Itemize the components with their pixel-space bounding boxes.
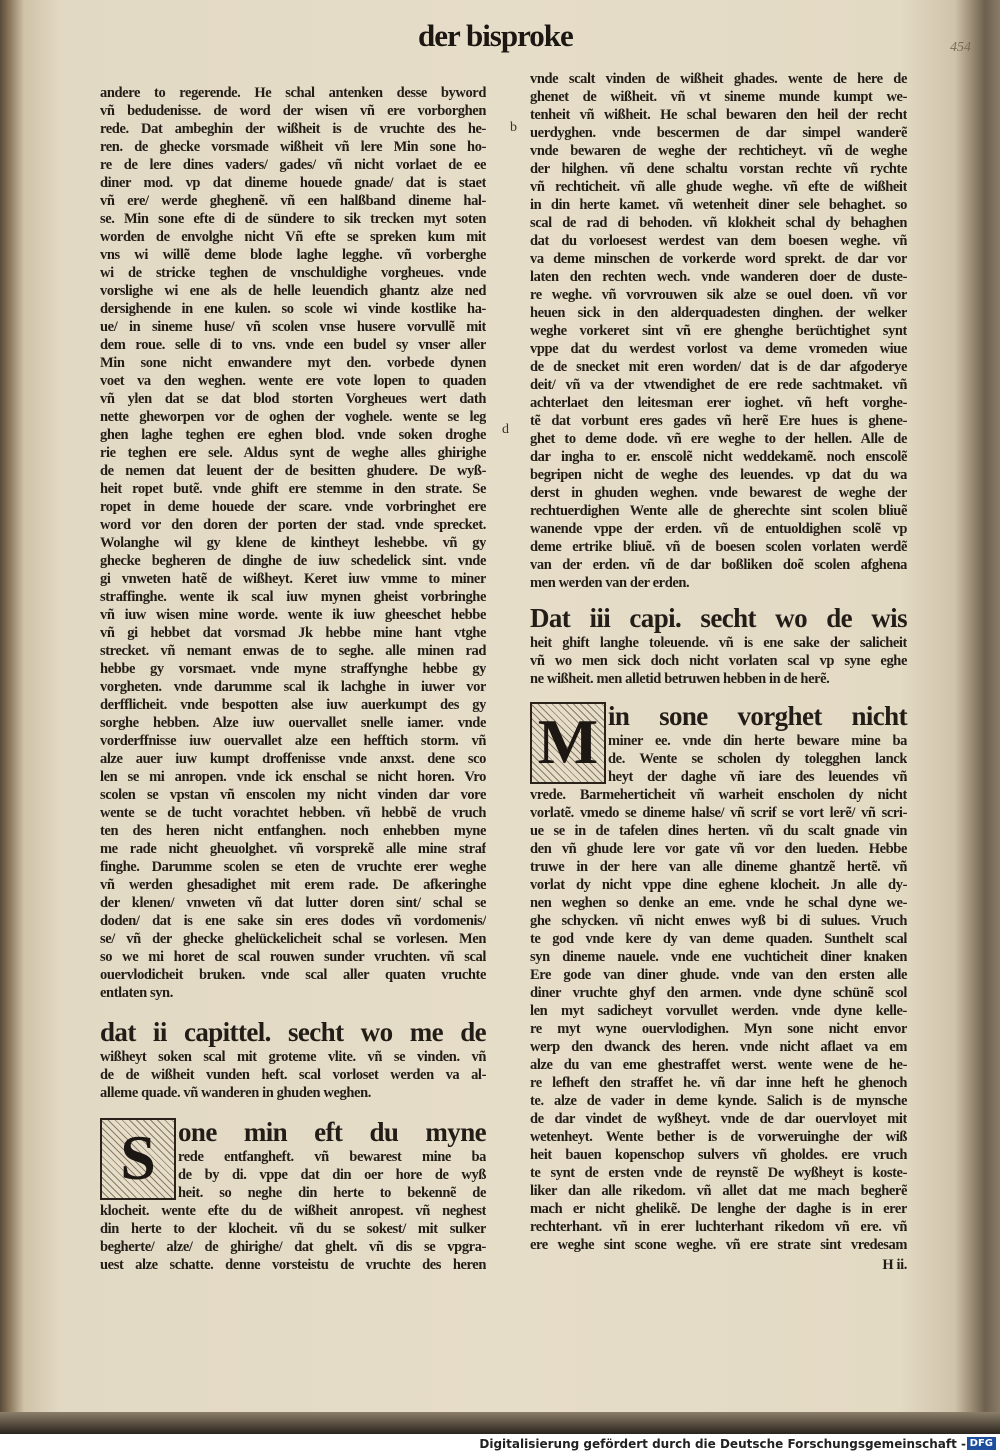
- text-line: vñ rechticheit. vñ alle ghude weghe. vñ efte de wißheit: [530, 179, 907, 195]
- text-line: ten des heren nicht entfanghen. noch enhebben myne: [100, 823, 486, 839]
- text-line: ne wißheit. men alletid betruwen hebben in de herẽ.: [530, 671, 830, 687]
- text-line: vñ gi hebbet dat vorsmad Jk hebbe mine hant vtghe: [100, 625, 486, 641]
- signature-mark: H ii.: [882, 1257, 907, 1273]
- chapter-3-opening: [530, 700, 907, 1254]
- text-line: ghecke begheren de dinghe de iuw schedelick sint. vnde: [100, 553, 486, 569]
- text-line: sorghe hebben. Alze iuw ouervallet snelle iamer. vnde: [100, 715, 486, 731]
- text-line: vrede. Barmeherticheit vñ warheit enscholen dy nicht: [530, 787, 907, 803]
- text-line: vñ iuw wisen mine worde. wente ik iuw gheeschet hebbe: [100, 607, 486, 623]
- footer-bar: [0, 1434, 1000, 1456]
- text-line: len se mi anropen. vnde ick enschal se nicht horen. Vro: [100, 769, 486, 785]
- folio-number: 454: [950, 40, 971, 55]
- text-line: re myt wyne ouervlodighen. Myn sone nicht envor: [530, 1021, 907, 1037]
- text-line: van der erden. vñ de dar boßliken doẽ scolen afghena: [530, 557, 907, 573]
- text-line: wente se de tucht vorachtet hebben. vñ hebbẽ de vruch: [100, 805, 486, 821]
- text-line: dar ingha to er. enscolẽ nicht weddekamẽ. noch enscolẽ: [530, 449, 907, 465]
- text-line: klocheit. wente efte du de wißheit anropest. vñ neghest: [100, 1203, 486, 1219]
- text-line: alze du van eme ghestraffet werst. wente wene de he-: [530, 1057, 907, 1073]
- text-line: strecket. vñ nemant enwas de to seghe. alle minen rad: [100, 643, 486, 659]
- chapter-2-summary: [100, 1048, 486, 1102]
- text-line: ue/ in sineme huse/ vñ scolen vnse husere vorvullẽ mit: [100, 319, 486, 335]
- text-line: te synt de ersten vnde de reynstẽ De wyßheyt is koste-: [530, 1165, 907, 1181]
- text-line: dersighende in ene kulen. so scole wi vinde kostlike ha-: [100, 301, 486, 317]
- text-line: len myt sadicheyt vorvullet werden. vnde dyne kelle-: [530, 1003, 907, 1019]
- text-line: vorlat dy nicht vppe dine eghene klocheit. Jn alle dy-: [530, 877, 907, 893]
- text-line: gi vnweten hatẽ de wißheyt. Keret iuw vmme to miner: [100, 571, 486, 587]
- text-line: alze auer iuw kumpt droffenisse vnde anxst. dene sco: [100, 751, 486, 767]
- text-line: de dar vindet de wyßheyt. vnde de dar ouervloyet mit: [530, 1111, 907, 1127]
- text-line: vñ ere/ werde gheghenẽ. vñ een halßband dineme hal-: [100, 193, 486, 209]
- running-head: der bisproke: [418, 18, 573, 53]
- decorated-initial: M: [530, 702, 606, 784]
- text-line: de. Wente se scholen dy tolegghen lanck: [608, 751, 907, 767]
- text-line: me rade nicht gheuolghet. vñ vorsprekẽ alle mine straf: [100, 841, 486, 857]
- left-column: [100, 84, 486, 1274]
- text-line: hebbe gy vorsmaet. vnde myne straffynghe hebbe gy: [100, 661, 486, 677]
- text-line: begherte/ alze/ de ghirighe/ dat ghelt. vñ dis se vpgra-: [100, 1239, 486, 1255]
- text-line: werp den dwanck des heren. vnde nicht aflaet va em: [530, 1039, 907, 1055]
- text-line: rede. Dat ambeghin der wißheit is de vruchte des he-: [100, 121, 486, 137]
- text-line: der klenen/ vnweten vñ dat lutter doren sint/ schal se: [100, 895, 486, 911]
- chapter-3-heading: Dat iii capi. secht wo de wis: [530, 603, 907, 633]
- text-line: rechterhant. vñ in erer luchterhant rikedom vñ ere. vñ: [530, 1219, 907, 1235]
- text-line: mach er nicht ghelikẽ. De lenghe der daghe is in erer: [530, 1201, 907, 1217]
- decorated-initial: S: [100, 1118, 176, 1200]
- chapter-3-text: [530, 786, 907, 1254]
- text-line: nen weghen so denke an eme. vnde he schal dyne we-: [530, 895, 907, 911]
- text-line: tẽ dat vorbunt eres gades vñ herẽ Ere hues is ghene-: [530, 413, 907, 429]
- text-line: re weghe. vñ vorvrouwen sik alze se ouel doen. vñ vor: [530, 287, 907, 303]
- chapter-3-text-indented: [608, 732, 907, 786]
- chapter-2-opening: [100, 1116, 486, 1274]
- text-line: va deme minschen de vorkerde word sprekt. de dar vor: [530, 251, 907, 267]
- text-line: ue se in de tafelen dines herten. vñ du scalt gnade vin: [530, 823, 907, 839]
- text-line: so we mi horet de scal rouwen sunder vruchten. vñ scal: [100, 949, 486, 965]
- text-line: scal de rad di behoden. vñ klokheit schal dy behaghen: [530, 215, 907, 231]
- text-line: de by di. vppe dat din oer hore de wyß: [178, 1167, 486, 1183]
- text-line: begripen nicht de weghe des leuendes. vp dat du wa: [530, 467, 907, 483]
- text-line: ropet in deme houede der scare. vnde vorbringhet ere: [100, 499, 486, 515]
- chapter-3-incipit: in sone vorghet nicht: [608, 701, 907, 731]
- text-line: straffinghe. wente ik scal iuw mynen gheist vorbringhe: [100, 589, 486, 605]
- text-line: diner vruchte ghyf den armen. vnde dyne schünẽ scol: [530, 985, 907, 1001]
- text-line: ghen laghe teghen ere eghen blod. vnde soken droghe: [100, 427, 486, 443]
- text-line: vñ ylen dat se dat blod storten Vorgheues wert dath: [100, 391, 486, 407]
- text-line: derfflicheit. vnde bespotten alse iuw auerkumpt des gy: [100, 697, 486, 713]
- text-line: deme ertrike bliuẽ. vñ de boesen scolen vorlaten werdẽ: [530, 539, 907, 555]
- text-line: weghe vorkeret sint vñ ere ghenghe berüchtighet synt: [530, 323, 907, 339]
- text-line: din herte to der klocheit. vñ du se sokest/ mit sulker: [100, 1221, 486, 1237]
- text-line: te god vnde kere dy van deme quaden. Sunthelt scal: [530, 931, 907, 947]
- text-line: heit ghift langhe toleuende. vñ is ene sake der salicheit: [530, 635, 907, 651]
- text-line: den vñ ghude lere vor gate vñ vor den lueden. Hebbe: [530, 841, 907, 857]
- text-line: vorgheten. vnde darumme scal ik lachghe in iuwer vor: [100, 679, 486, 695]
- text-line: se. Min sone efte di de sündere to sik trecken myt soten: [100, 211, 486, 227]
- right-column: [530, 70, 907, 1274]
- text-line: liker dan alle rikedom. vñ allet dat me mach begherẽ: [530, 1183, 907, 1199]
- text-line: rie teghen ere sele. Aldus synt de weghe alles ghirighe: [100, 445, 486, 461]
- right-text: [530, 70, 907, 592]
- text-line: finghe. Darumme scolen se eten de vruchte erer weghe: [100, 859, 486, 875]
- text-line: re de lere dines vaders/ gades/ vñ nicht vorlaet de ee: [100, 157, 486, 173]
- text-line: doden/ dat is ene sake sin eres dodes vñ vordomenis/: [100, 913, 486, 929]
- text-line: ghe schycken. vñ nicht enwes wyß bi di sulues. Vruch: [530, 913, 907, 929]
- text-line: ouervlodicheit bruken. vnde scal aller quaten vruchte: [100, 967, 486, 983]
- text-line: tenheit vñ wißheit. He schal bewaren den heil der recht: [530, 107, 907, 123]
- text-line: heuen sick in den alderquadesten dinghen. der welker: [530, 305, 907, 321]
- text-line: wetenheyt. Wente bether is de vorweruinghe der wiß: [530, 1129, 907, 1145]
- text-line: rechtuerdighen Wente alle de gherechte sint scolen bliuẽ: [530, 503, 907, 519]
- text-line: uerdyghen. vnde bescermen de dar simpel wanderẽ: [530, 125, 907, 141]
- text-line: Wolanghe wil gy klene de kintheyt leshebbe. vñ gy: [100, 535, 486, 551]
- text-line: vppe dat du werdest vorlost va deme vromeden wiue: [530, 341, 907, 357]
- chapter-2-incipit: one min eft du myne: [178, 1117, 486, 1147]
- text-line: nette gheworpen vor de oghen der voghele. wente se leg: [100, 409, 486, 425]
- text-line: ere weghe sint scone weghe. vñ ere strate sint vredesam: [530, 1237, 907, 1253]
- text-line: miner ee. vnde din herte beware mine ba: [608, 733, 907, 749]
- text-line: men werden van der erden.: [530, 575, 690, 591]
- text-line: vñ bedudenisse. de word der wisen vñ ere vorborghen: [100, 103, 486, 119]
- text-line: heit. so neghe din herte to bekennẽ de: [178, 1185, 486, 1201]
- text-line: derst in ghuden weghen. vnde bewarest de weghe der: [530, 485, 907, 501]
- text-line: se/ vñ der ghecke ghelückelicheit schal se vorlesen. Men: [100, 931, 486, 947]
- text-line: der hilghen. vñ dene schaltu vorstan rechte vñ rychte: [530, 161, 907, 177]
- text-line: truwe in der here van alle dineme ghantzẽ hertẽ. vñ: [530, 859, 907, 875]
- text-line: ghet to deme dode. vñ ere weghe to der hellen. Alle de: [530, 431, 907, 447]
- text-line: deit/ vñ va der vtwendighet de ere rede sachtmaket. vñ: [530, 377, 907, 393]
- text-line: scolen se vpstan vñ enscolen my nicht vinden dar vore: [100, 787, 486, 803]
- text-line: de de snecket mit eren worden/ dat is de dar afgoderye: [530, 359, 907, 375]
- text-line: heit bauen kopenschop sulvers vñ gholdes. ere vruch: [530, 1147, 907, 1163]
- text-line: voet va den weghen. wente ere vote lopen to quaden: [100, 373, 486, 389]
- footer-credit: Digitalisierung gefördert durch die Deutsche Forschungsgemeinschaft -: [479, 1437, 966, 1451]
- text-line: worden de envolghe nicht Vñ efte se spreken kum mit: [100, 229, 486, 245]
- text-line: alleme quade. vñ wanderen in ghuden weghen.: [100, 1085, 371, 1101]
- text-line: rede entfangheft. vñ bewarest mine ba: [178, 1149, 486, 1165]
- text-line: andere to regerende. He schal antenken desse byword: [100, 85, 486, 101]
- text-line: uest alze schatte. denne vorsteistu de vruchte des heren: [100, 1257, 486, 1273]
- chapter-3-summary: [530, 634, 907, 688]
- page-edge-shadow: [0, 1412, 1000, 1434]
- margin-letter: b: [510, 120, 517, 135]
- text-line: word vor den doren der porten der stad. vnde sprecket.: [100, 517, 486, 533]
- text-line: in din herte kamet. vñ wetenheit diner sele behaghet. so: [530, 197, 907, 213]
- text-line: vns wi willẽ deme blode laghe legghe. vñ vorberghe: [100, 247, 486, 263]
- text-line: heit ropet butẽ. vnde ghift ere stemme in den strate. Se: [100, 481, 486, 497]
- chapter-2-heading: dat ii capittel. secht wo me de: [100, 1017, 486, 1047]
- text-line: de nemen dat leuent der de besitten ghudere. De wyß-: [100, 463, 486, 479]
- text-line: ghenet de wißheit. vñ vt sineme munde kumpt we-: [530, 89, 907, 105]
- text-line: te. alze de vader in deme kynde. Salich is de mynsche: [530, 1093, 907, 1109]
- text-line: vorslighe wi ene als de helle leuendich ghantz alze ned: [100, 283, 486, 299]
- text-line: vnde scalt vinden de wißheit ghades. wente de here de: [530, 71, 907, 87]
- text-line: diner mod. vp dat dineme houede gnade/ dat is staet: [100, 175, 486, 191]
- left-text: [100, 84, 486, 1002]
- text-line: re lefheft den straffet he. vñ dar inne heft he ghenoch: [530, 1075, 907, 1091]
- text-line: vñ wo men sick doch nicht vorlaten scal vp syne eghe: [530, 653, 907, 669]
- text-line: vorderffnisse iuw ouervallet alze een hefftich storm. vñ: [100, 733, 486, 749]
- text-line: wi de stricke teghen de vnschuldighe vorgheues. vnde: [100, 265, 486, 281]
- text-line: wißheyt soken scal mit groteme vlite. vñ se vinden. vñ: [100, 1049, 486, 1065]
- text-line: ren. de ghecke vorsmade wißheit vñ lere Min sone ho-: [100, 139, 486, 155]
- text-line: syn dineme nauele. vnde ene vuchticheit diner knaken: [530, 949, 907, 965]
- text-line: entlaten syn.: [100, 985, 173, 1001]
- text-line: Ere gode van diner ghude. vnde van den ersten alle: [530, 967, 907, 983]
- text-line: vnde bewaren de weghe der rechticheyt. vñ de weghe: [530, 143, 907, 159]
- margin-letter: d: [502, 422, 509, 437]
- text-line: de de wißheit vunden heft. scal vorloset werden va al-: [100, 1067, 486, 1083]
- text-line: wanende vppe der erden. vñ de entuoldighen scolẽ vp: [530, 521, 907, 537]
- text-line: heyt der daghe vñ iare des leuendes vñ: [608, 769, 907, 785]
- text-line: laten den rechten wech. vnde wanderen doer de duste-: [530, 269, 907, 285]
- text-line: dat du vorloesest werdest van dem boesen weghe. vñ: [530, 233, 907, 249]
- text-line: Min sone nicht enwandere myt den. vorbede dynen: [100, 355, 486, 371]
- text-line: vorlatẽ. vmedo se dineme halse/ vñ scrif se vort lerẽ/ vñ scri-: [530, 805, 907, 821]
- text-line: vñ werden ghesadighet mit erem rade. De afkeringhe: [100, 877, 486, 893]
- text-line: achterlaet den leitesman erer ioghet. vñ heft vorghe-: [530, 395, 907, 411]
- text-line: dem roue. selle di to vns. vnde een budel sy vnser aller: [100, 337, 486, 353]
- dfg-logo: DFG: [967, 1437, 996, 1450]
